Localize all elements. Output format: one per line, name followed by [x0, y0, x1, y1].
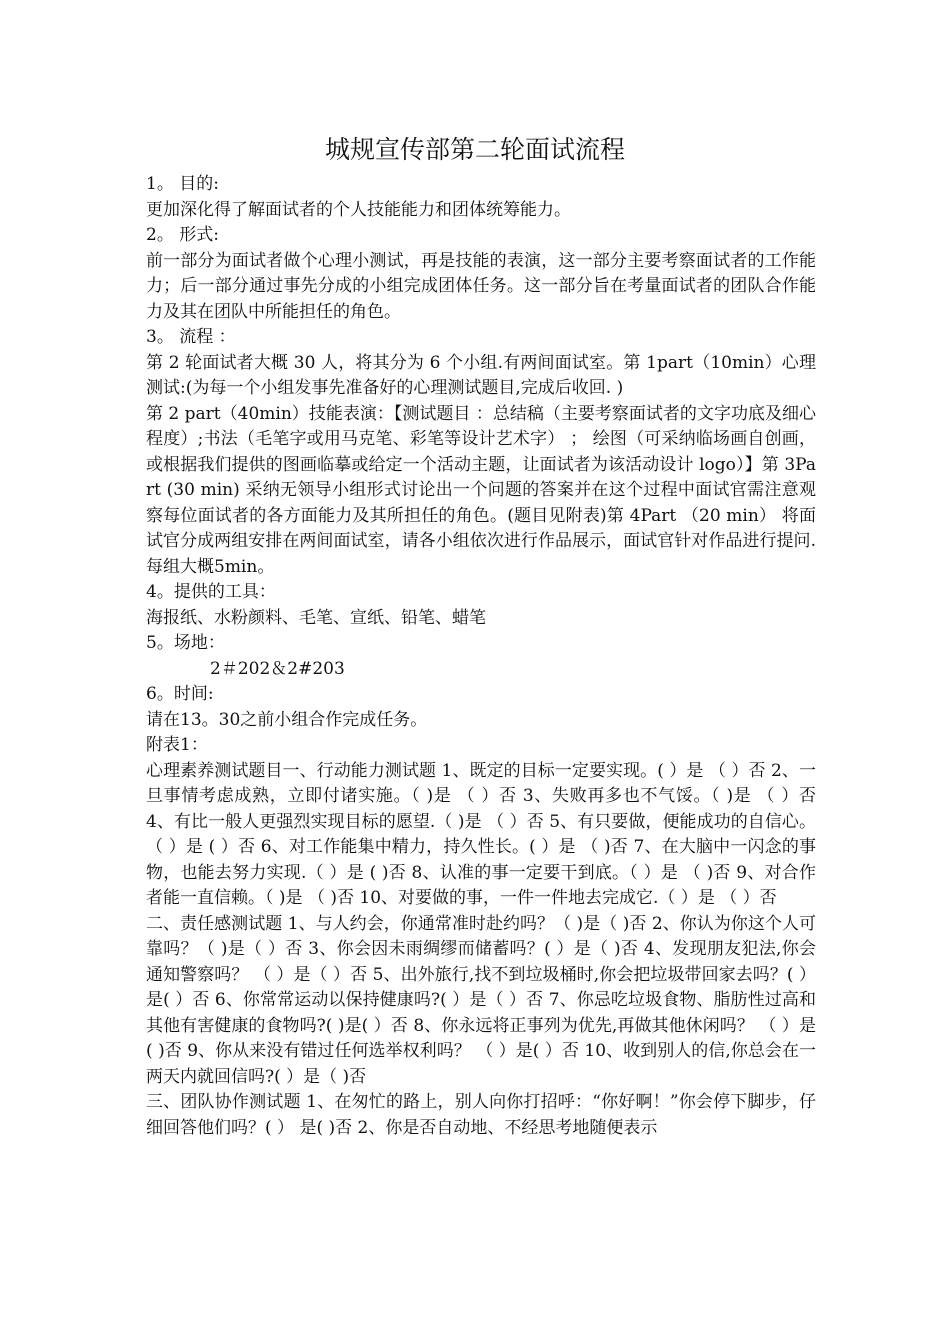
document-body [146, 172, 816, 1141]
document-title: 城规宣传部第二轮面试流程 [324, 135, 625, 164]
section-heading-venue: 5。场地： [146, 633, 225, 653]
paragraph-process-part1: 第 2 轮面试者大概 30 人，将其分为 6 个小组.有两间面试室。第 1part（10min）心理测试:(为每一个小组发事先准备好的心理测试题目,完成后收回. ) [146, 352, 816, 398]
section-heading-tools: 4。提供的工具： [146, 582, 276, 602]
paragraph-purpose: 更加深化得了解面试者的个人技能能力和团体统筹能力。 [146, 199, 571, 220]
paragraph-teamwork-test: 三、团队协作测试题 1、在匆忙的路上，别人向你打招呼：“你好啊！”你会停下脚步，仔细回答他们吗？( ） 是( )否 2、你是否自动地、不经思考地随便表示 [146, 1092, 816, 1138]
appendix-heading: 附表1： [146, 735, 208, 755]
section-heading-time: 6。时间: [146, 684, 214, 704]
paragraph-responsibility-test: 二、责任感测试题 1、与人约会，你通常准时赴约吗？（ )是（ )否 2、你认为你这个人可靠吗？（ )是（ ）否 3、你会因未雨绸缪而储蓄吗？( ）是（ )否 4、发现朋友犯法,你会通知警察吗？ （ ）是（ ）否 5、出外旅行,找不到垃圾桶时,你会把垃圾带回家去吗？( ）是( ）否 6、你常常运动以保持健康吗?( ）是（ ）否 7、你忌吃垃圾食物、脂肪性过高和其他有害健康的食物吗?( )是( ）否 8、你永远将正事列为优先,再做其他休闲吗？ （ ）是( )否 9、你从来没有错过任何选举权利吗？ （ ）是( ）否 10、收到别人的信,你总会在一两天内就回信吗?( ）是（ )否 [146, 913, 816, 1087]
paragraph-action-test: 心理素养测试题目一、行动能力测试题 1、既定的目标一定要实现。( ）是 （ ）否 2、一旦事情考虑成熟，立即付诸实施。（ )是 （ ）否 3、失败再多也不气馁。（ )是 （ ）否 4、有比一般人更强烈实现目标的愿望.（ )是 （ ）否 5、有只要做，便能成功的自信心。 （ ）是 ( ）否 6、对工作能集中精力，持久性长。( ）是 （ )否 7、在大脑中一闪念的事物，也能去努力实现.（ ）是 ( )否 8、认准的事一定要干到底。（ ）是 （ )否 9、对合作者能一直信赖。（ )是 （ )否 10、对要做的事，一件一件地去完成它.（ ）是 （ ）否 [146, 760, 816, 908]
section-heading-purpose: 1。 目的: [146, 174, 219, 194]
section-heading-process: 3。 流程 ： [146, 327, 236, 347]
section-heading-format: 2。 形式: [146, 225, 219, 245]
paragraph-tools: 海报纸、水粉颜料、毛笔、宣纸、铅笔、蜡笔 [146, 607, 486, 628]
paragraph-process-part2: 第 2 part（40min）技能表演：【测试题目 ：总结稿（主要考察面试者的文字功底及细心程度）;书法（毛笔字或用马克笔、彩笔等设计艺术字） ； 绘图（可采纳临场画自创画，或根据我们提供的图画临摹或给定一个活动主题，让面试者为该活动设计 logo）】第 3Part (30 min) 采纳无领导小组形式讨论出一个问题的答案并在这个过程中面试官需注意观察每位面试者的各方面能力及其所担任的角色。(题目见附表)第 4Part （20 min） 将面试官分成两组安排在两间面试室，请各小组依次进行作品展示，面试官针对作品进行提问.每组大概5min。 [146, 403, 816, 577]
paragraph-time: 请在13。30之前小组合作完成任务。 [146, 709, 428, 730]
paragraph-format: 前一部分为面试者做个心理小测试，再是技能的表演，这一部分主要考察面试者的工作能力；后一部分通过事先分成的小组完成团体任务。这一部分旨在考量面试者的团队合作能力及其在团队中所能担任的角色。 [146, 250, 816, 322]
paragraph-venue: 2＃202＆2#203 [210, 658, 345, 679]
